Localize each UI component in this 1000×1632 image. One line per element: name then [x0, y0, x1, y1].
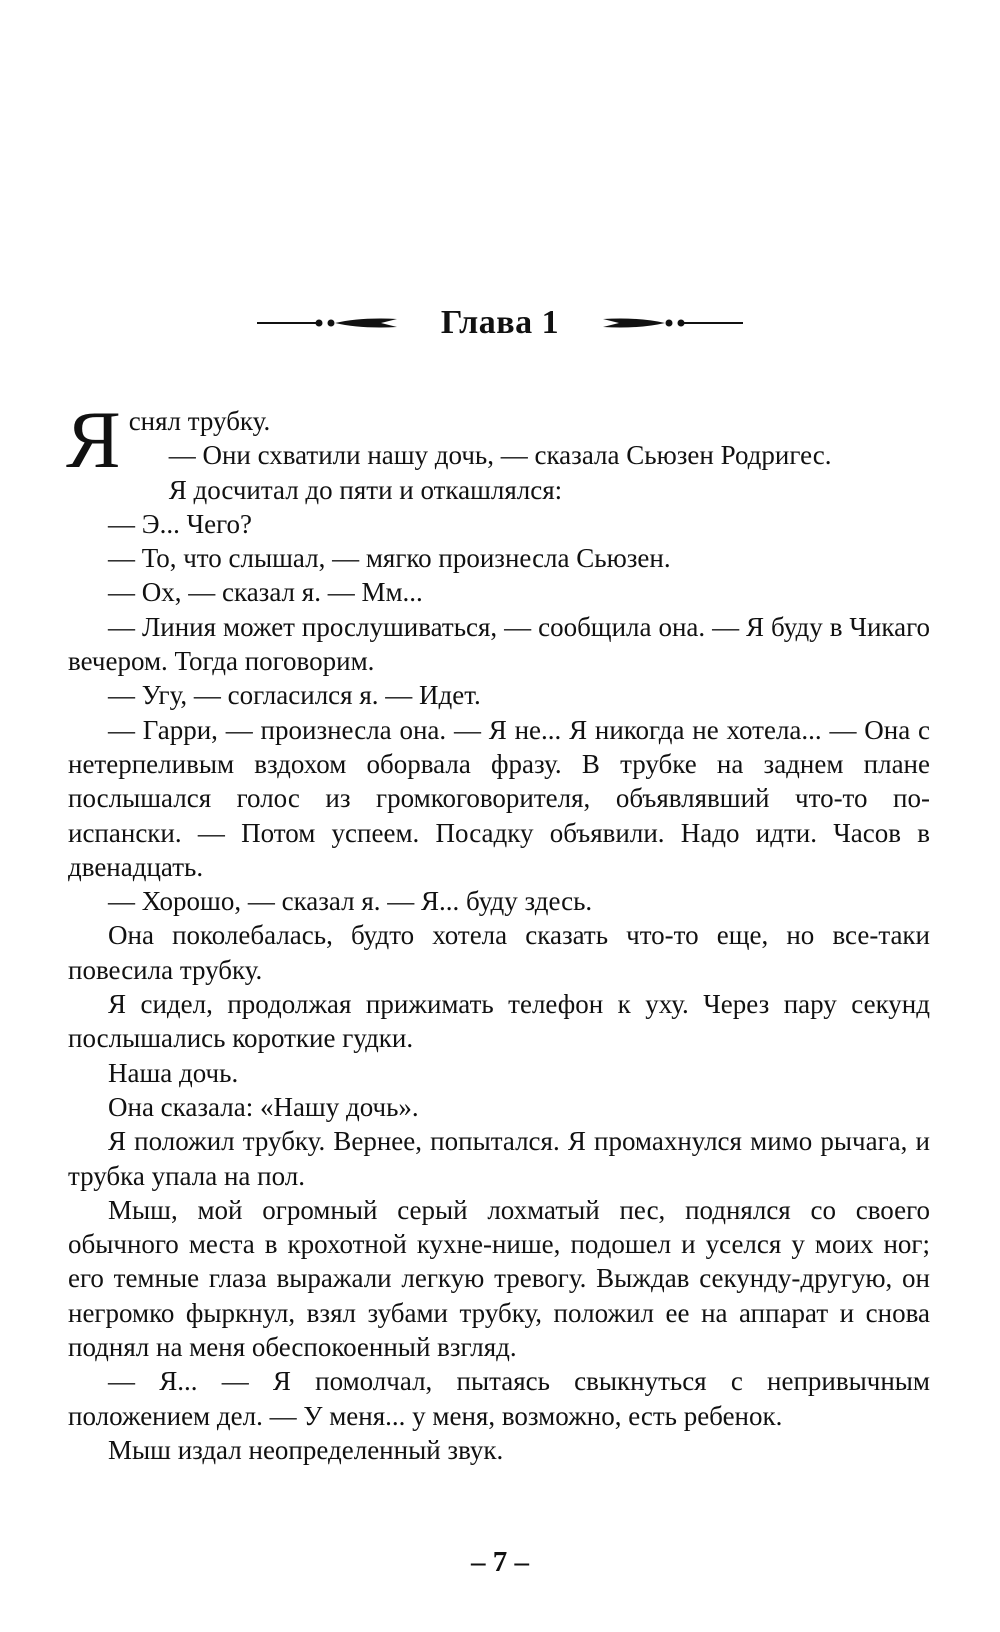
page-number: – 7 – [471, 1546, 529, 1578]
drop-cap: Я [66, 394, 121, 485]
paragraph: — То, что слышал, — мягко произнесла Сьюзен. [108, 543, 671, 574]
paragraph: — Гарри, — произнесла она. — Я не... Я никогда не хотела... — Она с нетерпеливым вздохом оборвала фразу. В трубке на заднем плане послышался голос из громкоговорителя, объявлявший что-то по-испански. — Потом успеем. Посадку объявили. Надо идти. Часов в двенадцать. [68, 714, 930, 882]
paragraph: Мыш издал неопределенный звук. [108, 1434, 504, 1465]
paragraph: Мыш, мой огромный серый лохматый пес, поднялся со своего обычного места в крохотной кухне-нише, подошел и уселся у моих ног; его темные глаза выражали легкую тревогу. Выждав секунду-другую, он негромко фыркнул, взял зубами трубку, положил ее на аппарат и снова поднял на меня обеспокоенный взгляд. [68, 1194, 930, 1363]
left-flourish-ornament [257, 313, 405, 333]
right-flourish-ornament [595, 313, 743, 333]
paragraph: Я досчитал до пяти и откашлялся: [168, 474, 563, 505]
paragraph: Я сидел, продолжая прижимать телефон к уху. Через пару секунд послышались короткие гудки. [68, 989, 930, 1054]
paragraph: — Хорошо, — сказал я. — Я... буду здесь. [108, 886, 593, 917]
first-paragraph-text: снял трубку. [128, 406, 271, 436]
paragraph: — Они схватили нашу дочь, — сказала Сьюзен Родригес. [168, 440, 832, 471]
paragraph: Наша дочь. [108, 1057, 239, 1088]
paragraph: — Линия может прослушиваться, — сообщила она. — Я буду в Чикаго вечером. Тогда поговорим. [68, 611, 930, 677]
paragraph: Я положил трубку. Вернее, попытался. Я промахнулся мимо рычага, и трубка упала на пол. [68, 1126, 930, 1191]
paragraph: — Ох, — сказал я. — Мм... [108, 577, 423, 608]
paragraph: — Угу, — согласился я. — Идет. [108, 680, 481, 711]
paragraph: — Я... — Я помолчал, пытаясь свыкнуться с непривычным положением дел. — У меня... у меня, возможно, есть ребенок. [68, 1366, 930, 1431]
chapter-body [66, 394, 930, 1467]
chapter-header [0, 298, 1000, 348]
paragraph: — Э... Чего? [108, 508, 252, 539]
paragraph: Она поколебалась, будто хотела сказать что-то еще, но все-таки повесила трубку. [68, 920, 930, 985]
paragraph: Она сказала: «Нашу дочь». [108, 1091, 419, 1122]
chapter-title: Глава 1 [440, 304, 560, 341]
